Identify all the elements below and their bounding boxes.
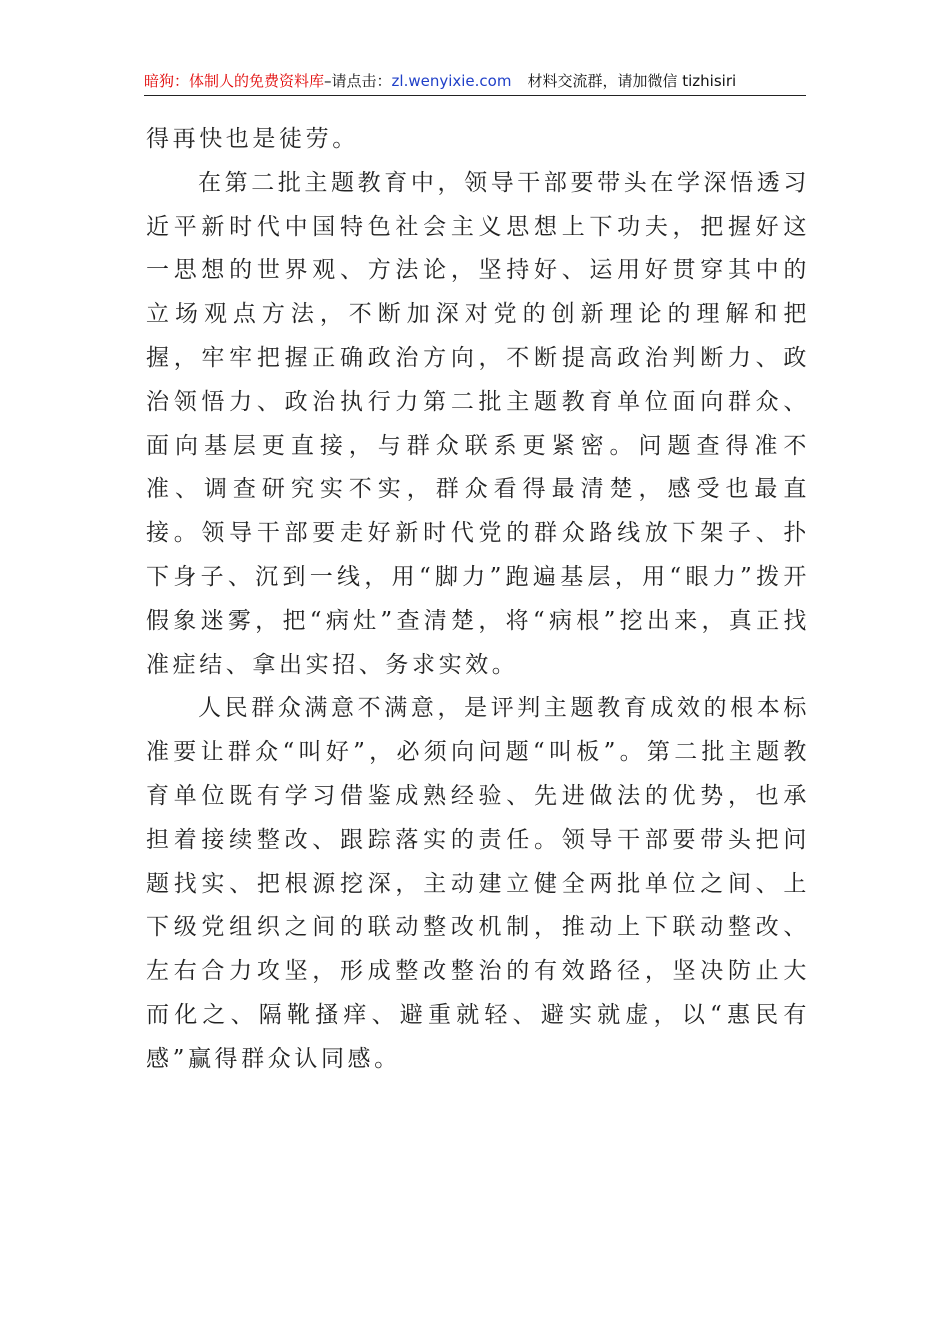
document-body: [146, 118, 810, 1082]
site-url-link[interactable]: zl.wenyixie.com: [391, 72, 512, 90]
header-divider: [144, 95, 806, 96]
paragraph-continued: 得再快也是徒劳。: [146, 126, 359, 152]
paragraph: 人民群众满意不满意，是评判主题教育成效的根本标准要让群众“叫好”，必须向问题“叫板”。第二批主题教育单位既有学习借鉴成熟经验、先进做法的优势，也承担着接续整改、跟踪落实的责任。领导干部要带头把问题找实、把根源挖深，主动建立健全两批单位之间、上下级党组织之间的联动整改机制，推动上下联动整改、左右合力攻坚，形成整改整治的有效路径，坚决防止大而化之、隔靴搔痒、避重就轻、避实就虚，以“惠民有感”赢得群众认同感。: [146, 695, 810, 1072]
wechat-group-note: 材料交流群，请加微信 tizhisiri: [527, 72, 737, 90]
page-header: [144, 68, 806, 94]
site-name[interactable]: 暗狗：体制人的免费资料库: [144, 72, 325, 90]
paragraph: 在第二批主题教育中，领导干部要带头在学深悟透习近平新时代中国特色社会主义思想上下功夫，把握好这一思想的世界观、方法论，坚持好、运用好贯穿其中的立场观点方法，不断加深对党的创新理论的理解和把握，牢牢把握正确政治方向，不断提高政治判断力、政治领悟力、政治执行力第二批主题教育单位面向群众、面向基层更直接，与群众联系更紧密。问题查得准不准、调查研究实不实，群众看得最清楚，感受也最直接。领导干部要走好新时代党的群众路线放下架子、扑下身子、沉到一线，用“脚力”跑遍基层，用“眼力”拨开假象迷雾，把“病灶”查清楚，将“病根”挖出来，真正找准症结、拿出实招、务求实效。: [146, 169, 810, 678]
click-prompt: –请点击：: [324, 72, 392, 90]
